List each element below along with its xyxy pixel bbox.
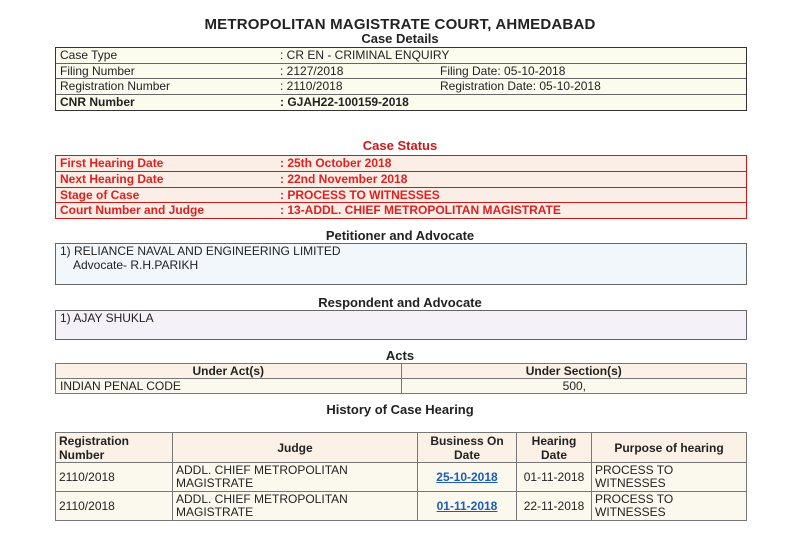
business-cell (418, 492, 517, 521)
acts-col-act: Under Act(s) (56, 364, 402, 379)
acts-row (56, 379, 747, 394)
first-hearing-row (56, 156, 746, 172)
next-hearing-label: Next Hearing Date (60, 171, 164, 186)
purpose-cell: PROCESS TO WITNESSES (592, 492, 747, 521)
court-judge-label: Court Number and Judge (60, 203, 205, 218)
registration-number-label: Registration Number (60, 79, 171, 94)
case-type-value: : CR EN - CRIMINAL ENQUIRY (280, 48, 450, 62)
registration-cell: 2110/2018 (56, 463, 173, 492)
cnr-row (56, 95, 746, 110)
business-date-link[interactable]: 25-10-2018 (436, 469, 498, 484)
acts-col-section: Under Section(s) (401, 364, 747, 379)
stage-label: Stage of Case (60, 187, 140, 202)
petitioner-heading: Petitioner and Advocate (325, 228, 475, 243)
history-table (55, 432, 747, 521)
section-cell: 500, (401, 379, 747, 394)
case-type-row (56, 48, 746, 64)
next-hearing-value: : 22nd November 2018 (280, 171, 408, 186)
registration-number-row (56, 79, 746, 95)
petitioner-box (55, 243, 747, 285)
next-hearing-row (56, 172, 746, 188)
registration-date: Registration Date: 05-10-2018 (440, 79, 601, 94)
registration-cell: 2110/2018 (56, 492, 173, 521)
acts-table (55, 363, 747, 394)
judge-cell: ADDL. CHIEF METROPOLITAN MAGISTRATE (173, 492, 418, 521)
filing-number-label: Filing Number (60, 63, 135, 78)
case-details-box (55, 47, 747, 111)
history-col-business: Business On Date (418, 433, 517, 463)
history-col-hearing: Hearing Date (517, 433, 592, 463)
case-type-label: Case Type (60, 48, 118, 62)
history-heading: History of Case Hearing (326, 402, 474, 417)
registration-number-value: : 2110/2018 (280, 79, 343, 94)
court-judge-row (56, 203, 746, 218)
respondent-name: 1) AJAY SHUKLA (60, 311, 154, 325)
history-col-registration: Registration Number (56, 433, 173, 463)
business-date-link[interactable]: 01-11-2018 (436, 498, 498, 513)
case-status-box (55, 155, 747, 219)
filing-number-row (56, 64, 746, 80)
court-title: METROPOLITAN MAGISTRATE COURT, AHMEDABAD (204, 16, 596, 33)
cnr-label: CNR Number (60, 95, 135, 110)
filing-number-value: : 2127/2018 (280, 63, 344, 78)
court-judge-value: : 13-ADDL. CHIEF METROPOLITAN MAGISTRATE (280, 203, 561, 218)
respondent-box (55, 310, 747, 340)
table-row (56, 492, 747, 521)
first-hearing-value: : 25th October 2018 (280, 156, 392, 170)
petitioner-advocate: Advocate- R.H.PARIKH (73, 258, 199, 272)
hearing-cell: 22-11-2018 (517, 492, 592, 521)
case-status-heading: Case Status (362, 138, 438, 153)
purpose-cell: PROCESS TO WITNESSES (592, 463, 747, 492)
table-row (56, 463, 747, 492)
filing-date: Filing Date: 05-10-2018 (440, 63, 566, 78)
business-cell (418, 463, 517, 492)
history-header-row (56, 433, 747, 463)
hearing-cell: 01-11-2018 (517, 463, 592, 492)
acts-header-row (56, 364, 747, 379)
judge-cell: ADDL. CHIEF METROPOLITAN MAGISTRATE (173, 463, 418, 492)
petitioner-name: 1) RELIANCE NAVAL AND ENGINEERING LIMITED (60, 244, 341, 258)
respondent-heading: Respondent and Advocate (318, 295, 482, 310)
first-hearing-label: First Hearing Date (60, 156, 164, 170)
stage-value: : PROCESS TO WITNESSES (280, 187, 440, 202)
history-col-judge: Judge (173, 433, 418, 463)
history-col-purpose: Purpose of hearing (592, 433, 747, 463)
case-details-heading: Case Details (361, 31, 439, 46)
stage-row (56, 188, 746, 204)
act-cell: INDIAN PENAL CODE (56, 379, 402, 394)
acts-heading: Acts (385, 348, 415, 363)
cnr-value: : GJAH22-100159-2018 (280, 95, 409, 110)
